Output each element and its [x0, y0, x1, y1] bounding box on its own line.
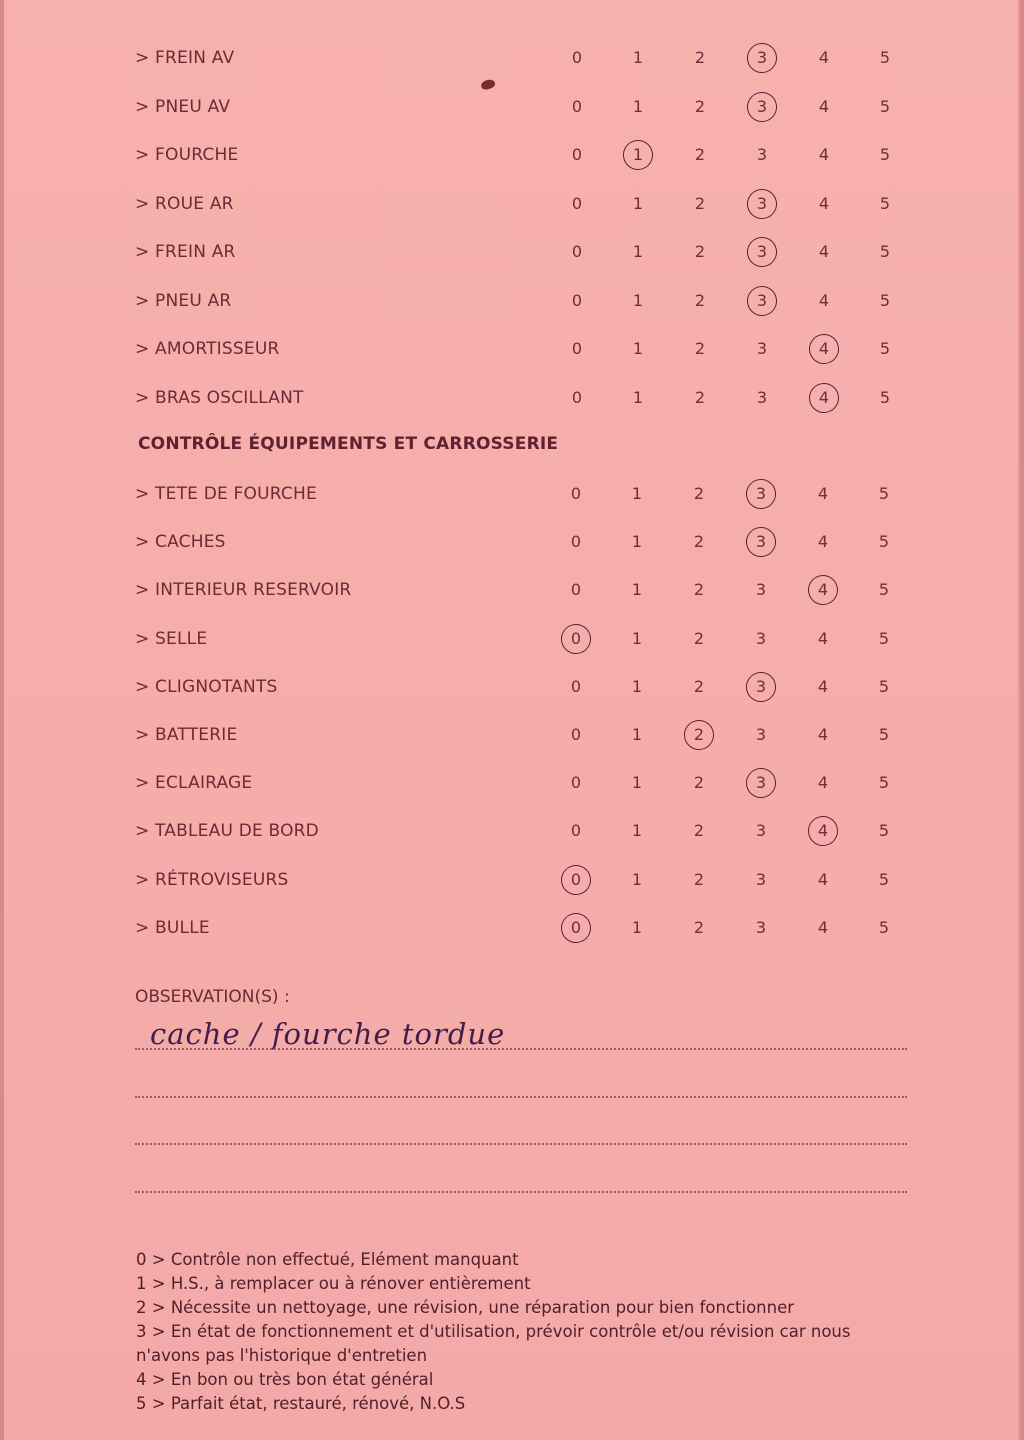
score-option[interactable]: 0: [571, 290, 583, 310]
score-option[interactable]: 4: [817, 484, 829, 503]
score-option[interactable]: 5: [878, 917, 890, 937]
rating-row: [4, 528, 1020, 558]
score-option[interactable]: 0: [571, 193, 583, 213]
score-option[interactable]: 0: [571, 242, 583, 261]
score-option[interactable]: 3: [755, 917, 767, 937]
score-option[interactable]: 5: [878, 869, 890, 889]
score-option-selected[interactable]: 1: [626, 145, 650, 164]
score-option-selected[interactable]: 2: [687, 725, 711, 744]
score-option-selected[interactable]: 3: [750, 194, 774, 213]
score-option[interactable]: 1: [631, 917, 643, 937]
rating-row: [4, 238, 1020, 268]
item-label: > FREIN AR: [135, 242, 236, 262]
score-option[interactable]: 2: [693, 869, 705, 889]
rating-row: [4, 93, 1020, 123]
score-option[interactable]: 5: [879, 242, 891, 261]
score-option[interactable]: 5: [878, 484, 890, 503]
score-option[interactable]: 2: [694, 193, 706, 213]
score-option[interactable]: 1: [631, 628, 643, 648]
score-option-selected[interactable]: 4: [812, 339, 836, 358]
score-option[interactable]: 0: [570, 773, 582, 793]
item-label: > BRAS OSCILLANT: [135, 387, 304, 408]
score-option[interactable]: 2: [693, 628, 705, 648]
item-label: > PNEU AR: [135, 290, 232, 311]
score-option[interactable]: 3: [756, 387, 768, 407]
score-option[interactable]: 0: [571, 96, 583, 116]
score-option[interactable]: 2: [693, 821, 705, 841]
score-option[interactable]: 5: [878, 532, 890, 552]
score-option-selected[interactable]: 0: [564, 918, 588, 937]
rating-row: [4, 44, 1020, 74]
score-option[interactable]: 3: [755, 580, 767, 600]
score-option[interactable]: 5: [879, 193, 891, 213]
item-label: > BULLE: [135, 917, 210, 938]
item-label: > FREIN AV: [135, 48, 235, 68]
score-option[interactable]: 0: [570, 580, 582, 600]
score-option[interactable]: 2: [693, 917, 705, 937]
score-option[interactable]: 0: [571, 339, 583, 358]
score-option[interactable]: 1: [631, 484, 643, 503]
score-option[interactable]: 4: [818, 145, 830, 164]
score-option-selected[interactable]: 3: [750, 97, 774, 116]
score-option[interactable]: 4: [817, 676, 829, 696]
rating-row: [4, 914, 1020, 944]
score-option-selected[interactable]: 4: [811, 580, 835, 599]
item-label: > BATTERIE: [135, 725, 238, 745]
score-option[interactable]: 0: [570, 821, 582, 841]
score-option[interactable]: 5: [879, 339, 891, 358]
rating-row: [4, 480, 1020, 510]
rating-row: [4, 673, 1020, 703]
score-option[interactable]: 1: [631, 676, 643, 696]
inspection-sheet: [4, 0, 1020, 1440]
rating-row: [4, 817, 1020, 847]
score-option-selected[interactable]: 3: [750, 242, 774, 261]
legend-line: n'avons pas l'historique d'entretien: [136, 1346, 428, 1365]
legend-line: 3 > En état de fonctionnement et d'utilisation, prévoir contrôle et/ou révision car nous: [136, 1322, 851, 1341]
score-option[interactable]: 2: [693, 580, 705, 600]
score-option[interactable]: 1: [632, 242, 644, 261]
legend-line: 2 > Nécessite un nettoyage, une révision, une réparation pour bien fonctionner: [136, 1298, 795, 1317]
score-option[interactable]: 3: [755, 725, 767, 744]
score-option-selected[interactable]: 3: [749, 773, 773, 792]
score-option[interactable]: 0: [570, 532, 582, 552]
score-option-selected[interactable]: 0: [564, 629, 588, 648]
score-option[interactable]: 4: [818, 193, 830, 213]
score-option[interactable]: 1: [632, 339, 644, 358]
score-option[interactable]: 4: [818, 96, 830, 116]
rating-row: [4, 625, 1020, 655]
score-option[interactable]: 4: [817, 917, 829, 937]
score-option[interactable]: 4: [817, 725, 829, 744]
score-option[interactable]: 4: [818, 242, 830, 261]
legend-line: 5 > Parfait état, restauré, rénové, N.O.S: [136, 1394, 466, 1413]
score-option[interactable]: 2: [693, 773, 705, 793]
score-option[interactable]: 4: [817, 532, 829, 552]
score-option[interactable]: 1: [631, 869, 643, 889]
score-option[interactable]: 4: [817, 773, 829, 793]
score-option[interactable]: 1: [632, 387, 644, 407]
score-option[interactable]: 2: [693, 484, 705, 503]
score-option-selected[interactable]: 4: [811, 821, 835, 840]
item-label: > CACHES: [135, 532, 226, 553]
score-option[interactable]: 3: [755, 869, 767, 889]
observations-label: OBSERVATION(S) :: [135, 987, 290, 1007]
score-option[interactable]: 2: [693, 532, 705, 552]
item-label: > AMORTISSEUR: [135, 339, 280, 359]
handwritten-observation: cache / fourche tordue: [150, 1017, 506, 1051]
section-title: CONTRÔLE ÉQUIPEMENTS ET CARROSSERIE: [138, 434, 559, 454]
score-option[interactable]: 1: [631, 580, 643, 600]
observation-line-1[interactable]: [135, 1048, 907, 1050]
score-option[interactable]: 2: [694, 290, 706, 310]
score-option[interactable]: 2: [694, 48, 706, 67]
score-option[interactable]: 3: [755, 628, 767, 648]
score-option[interactable]: 5: [878, 725, 890, 744]
score-option[interactable]: 4: [817, 869, 829, 889]
score-option[interactable]: 1: [632, 193, 644, 213]
score-option[interactable]: 5: [878, 676, 890, 696]
rating-row: [4, 384, 1020, 414]
item-label: > ROUE AR: [135, 193, 234, 214]
score-option[interactable]: 2: [694, 145, 706, 164]
score-option[interactable]: 5: [878, 773, 890, 793]
score-option[interactable]: 0: [570, 725, 582, 744]
score-option[interactable]: 2: [694, 242, 706, 261]
rating-row: [4, 141, 1020, 171]
score-option-selected[interactable]: 0: [564, 870, 588, 889]
score-option[interactable]: 3: [756, 145, 768, 164]
rating-row: [4, 287, 1020, 317]
score-option[interactable]: 5: [879, 290, 891, 310]
score-option[interactable]: 4: [818, 290, 830, 310]
score-option-selected[interactable]: 3: [750, 291, 774, 310]
score-option[interactable]: 3: [756, 339, 768, 358]
legend-line: 4 > En bon ou très bon état général: [136, 1370, 434, 1389]
score-option[interactable]: 1: [632, 48, 644, 67]
score-option[interactable]: 5: [879, 96, 891, 116]
score-option[interactable]: 1: [631, 773, 643, 793]
rating-row: [4, 866, 1020, 896]
score-option[interactable]: 0: [571, 145, 583, 164]
score-option[interactable]: 5: [879, 145, 891, 164]
score-option[interactable]: 2: [693, 676, 705, 696]
observation-line-2[interactable]: [135, 1096, 907, 1098]
score-option-selected[interactable]: 3: [749, 532, 773, 551]
score-option[interactable]: 5: [878, 628, 890, 648]
observation-line-3[interactable]: [135, 1143, 907, 1145]
score-option-selected[interactable]: 3: [749, 484, 773, 503]
item-label: > CLIGNOTANTS: [135, 676, 278, 697]
item-label: > FOURCHE: [135, 145, 239, 165]
item-label: > TETE DE FOURCHE: [135, 484, 317, 504]
score-option[interactable]: 1: [632, 96, 644, 116]
item-label: > PNEU AV: [135, 96, 231, 117]
score-option[interactable]: 5: [879, 387, 891, 407]
score-option[interactable]: 2: [694, 387, 706, 407]
item-label: > TABLEAU DE BORD: [135, 821, 319, 842]
score-option[interactable]: 1: [631, 725, 643, 744]
legend-line: 1 > H.S., à remplacer ou à rénover entièrement: [136, 1274, 531, 1293]
legend-line: 0 > Contrôle non effectué, Elément manquant: [136, 1250, 519, 1269]
score-option[interactable]: 3: [755, 821, 767, 841]
rating-row: [4, 190, 1020, 220]
item-label: > ECLAIRAGE: [135, 773, 253, 794]
item-label: > INTERIEUR RESERVOIR: [135, 580, 352, 601]
score-option[interactable]: 1: [632, 290, 644, 310]
rating-row: [4, 769, 1020, 799]
rating-row: [4, 335, 1020, 365]
item-label: > RÉTROVISEURS: [135, 869, 289, 890]
score-option[interactable]: 0: [571, 387, 583, 407]
rating-row: [4, 576, 1020, 606]
score-option[interactable]: 4: [818, 48, 830, 67]
score-option[interactable]: 5: [879, 48, 891, 67]
score-option[interactable]: 1: [631, 821, 643, 841]
score-option-selected[interactable]: 3: [750, 48, 774, 67]
observation-line-4[interactable]: [135, 1191, 907, 1193]
score-option-selected[interactable]: 4: [812, 388, 836, 407]
score-option[interactable]: 5: [878, 821, 890, 841]
item-label: > SELLE: [135, 628, 208, 649]
score-option[interactable]: 1: [631, 532, 643, 552]
score-option[interactable]: 2: [694, 339, 706, 358]
score-option[interactable]: 2: [694, 96, 706, 116]
score-option[interactable]: 0: [570, 676, 582, 696]
rating-legend: [136, 1248, 906, 1416]
score-option[interactable]: 0: [571, 48, 583, 67]
score-option[interactable]: 0: [570, 484, 582, 503]
score-option[interactable]: 5: [878, 580, 890, 600]
score-option-selected[interactable]: 3: [749, 677, 773, 696]
ink-stain: [480, 78, 496, 91]
score-option[interactable]: 4: [817, 628, 829, 648]
rating-row: [4, 721, 1020, 751]
